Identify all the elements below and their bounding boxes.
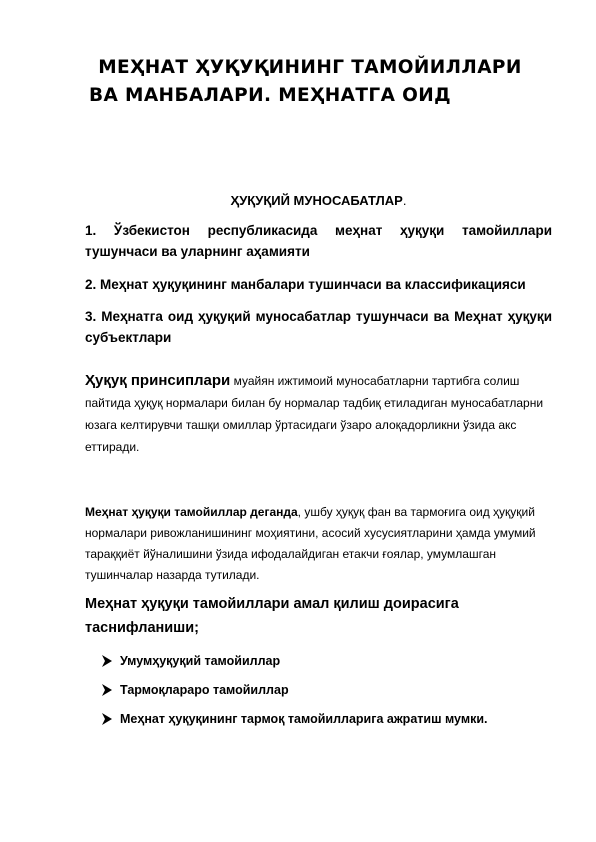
list-item <box>100 646 560 675</box>
labor-principles-paragraph <box>85 502 552 586</box>
arrow-bullet-icon <box>100 683 114 697</box>
document-subtitle <box>85 190 552 211</box>
outline-item-2: 2. Меҳнат ҳуқуқининг манбалари тушинчаси ва классификацияси <box>85 277 526 292</box>
principles-paragraph-text: муайян ижтимоий муносабатларни тартибга солиш пайтида ҳуқуқ нормалари билан бу нормалар тадбиқ етиладиган муносабатларни юзага келтирувчи ташқи омиллар ўртасидаги ўзаро алоқадорликни ўзида акс еттиради. <box>85 374 544 454</box>
subtitle-text: ҲУҚУҚИЙ МУНОСАБАТЛАР <box>230 193 403 208</box>
list-item <box>100 675 560 704</box>
labor-principles-paragraph-text: , ушбу ҳуқуқ фан ва тармоғига оид ҳуқуқий нормалари ривожланишининг моҳиятини, асосий хусусиятларини ҳамда умумий тараққиёт йўналишини ўзида ифодалайдиган етакчи ғоялар, умумлашган тушинчалар назарда тутилади. <box>85 505 536 582</box>
document-title-line-1: МЕҲНАТ ҲУҚУҚИНИНГ ТАМОЙИЛЛАРИ <box>98 57 522 78</box>
classification-heading: Меҳнат ҳуқуқи тамойиллари амал қилиш доирасига таснифланиши; <box>85 596 459 636</box>
subtitle-dot: . <box>402 193 407 208</box>
list-item-label: Меҳнат ҳуқуқининг тармоқ тамойилларига ажратиш мумки. <box>120 711 488 726</box>
list-item <box>100 704 560 733</box>
principles-paragraph-lead: Ҳуқуқ принсиплари <box>85 372 231 389</box>
document-title-line-2: ВА МАНБАЛАРИ. МЕҲНАТГА ОИД <box>88 85 452 106</box>
principles-paragraph <box>85 370 552 458</box>
labor-principles-paragraph-lead: Меҳнат ҳуқуқи тамойиллар деганда <box>85 505 298 519</box>
list-item-label: Тармоқлараро тамойиллар <box>120 682 289 697</box>
arrow-bullet-icon <box>100 654 114 668</box>
outline-item-1: 1. Ўзбекистон республикасида меҳнат ҳуқуқи тамойиллари тушунчаси ва уларнинг аҳамияти <box>85 223 552 259</box>
classification-list <box>100 646 560 733</box>
arrow-bullet-icon <box>100 712 114 726</box>
outline-item-3: 3. Меҳнатга оид ҳуқуқий муносабатлар тушунчаси ва Меҳнат ҳуқуқи субъектлари <box>85 309 552 345</box>
list-item-label: Умумҳуқуқий тамойиллар <box>120 653 281 668</box>
